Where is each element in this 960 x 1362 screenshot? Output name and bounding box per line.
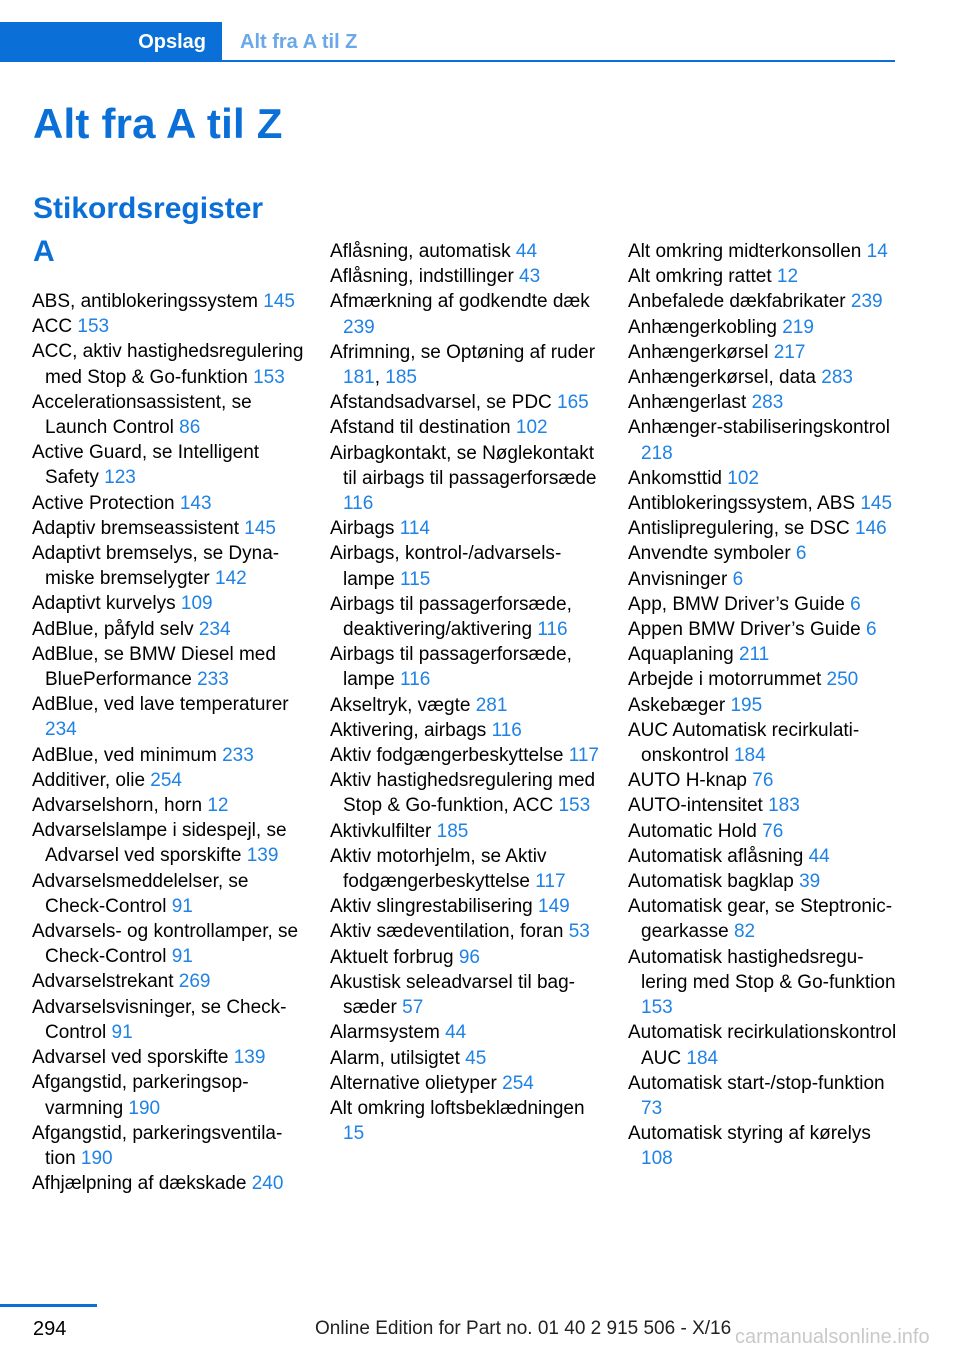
page-link[interactable]: 6 <box>732 568 744 590</box>
index-entry <box>628 390 900 415</box>
page-link[interactable]: 185 <box>385 367 417 389</box>
index-entry <box>330 894 602 919</box>
index-entry-text: Alarmsystem <box>330 1022 446 1044</box>
index-entry <box>628 567 900 592</box>
page-link[interactable]: 96 <box>458 946 480 968</box>
index-entry <box>32 969 304 994</box>
index-entry-text: Active Guard, se Intelligent Safety <box>32 442 260 489</box>
index-entry-text: ACC, aktiv hastighedsregulering med Stop & Go-funktion <box>32 341 304 388</box>
page-link[interactable]: 190 <box>128 1097 161 1119</box>
page-link[interactable]: 117 <box>568 745 599 767</box>
page-link[interactable]: 123 <box>104 467 136 489</box>
page-link[interactable]: 45 <box>465 1047 487 1069</box>
index-entry <box>32 516 304 541</box>
page-link[interactable]: 116 <box>491 719 522 741</box>
index-entry-text: Afstandsadvarsel, se PDC <box>330 392 558 414</box>
index-entry <box>628 718 900 768</box>
page-link[interactable]: 116 <box>537 619 568 641</box>
page-link[interactable]: 239 <box>343 316 375 338</box>
index-entry-text: AUC Automatisk recirkulationskontrol <box>628 719 860 767</box>
index-entry-text: Anhængerkørsel, data <box>628 367 822 389</box>
page-link[interactable]: 183 <box>768 795 800 817</box>
index-entry-text: Anvisninger <box>628 568 733 590</box>
index-entry <box>330 1096 602 1146</box>
section-tab-label: Opslag <box>138 30 206 53</box>
index-entry <box>330 239 602 264</box>
footer-edition: Online Edition for Part no. 01 40 2 915 506 - X/16 <box>315 1318 732 1339</box>
index-entry <box>628 264 900 289</box>
index-entry <box>32 642 304 692</box>
index-entry <box>32 743 304 768</box>
page-link[interactable]: 254 <box>502 1072 534 1094</box>
index-entry-text: Afhjælpning af dækskade <box>32 1173 252 1195</box>
index-entry <box>628 415 900 465</box>
page-link[interactable]: 145 <box>244 517 276 539</box>
index-entry <box>628 894 900 944</box>
index-entry-text: Adaptivt kurvelys <box>32 593 181 615</box>
index-entry <box>628 869 900 894</box>
index-entry-text: Airbags <box>330 518 400 540</box>
index-entry <box>628 239 900 264</box>
index-entry-text: Automatisk bagklap <box>628 871 800 893</box>
index-entry <box>330 592 602 642</box>
page-link[interactable]: 153 <box>77 316 110 338</box>
index-entry <box>330 390 602 415</box>
index-entry-text: Anhængerkørsel <box>628 341 774 363</box>
index-entry <box>628 1121 900 1171</box>
index-entry <box>32 591 304 616</box>
page-link[interactable]: 283 <box>751 392 784 414</box>
page-link[interactable]: 142 <box>215 568 247 590</box>
index-entry <box>628 793 900 818</box>
page-link[interactable]: 281 <box>475 694 508 716</box>
page-link[interactable]: 44 <box>515 241 538 262</box>
index-entry <box>32 1121 304 1171</box>
page-link[interactable]: 218 <box>641 442 673 464</box>
index-entry <box>330 970 602 1020</box>
index-entry-text: Akseltryk, vægte <box>330 694 476 716</box>
page-link[interactable]: 116 <box>343 493 374 515</box>
index-entry-text: Automatisk aflåsning <box>628 845 809 867</box>
page-link[interactable]: 145 <box>263 291 295 312</box>
index-entry <box>32 617 304 642</box>
index-entry <box>628 340 900 365</box>
page-link[interactable]: 184 <box>733 745 766 767</box>
page-link[interactable]: 145 <box>860 493 893 515</box>
page-link[interactable]: 185 <box>436 820 469 842</box>
index-entry-text: AUTO-intensitet <box>628 795 769 817</box>
index-entry <box>628 491 900 516</box>
index-entry-text: Anhænger-stabiliseringskontrol <box>628 417 890 439</box>
index-entry-text: Afgangstid, parkeringsventilation <box>32 1122 283 1169</box>
index-entry <box>330 1020 602 1045</box>
index-entry-text: Anvendte symboler <box>628 543 796 565</box>
index-entry-text: Alternative olietyper <box>330 1072 503 1094</box>
index-entry-text: Afrimning, se Optøning af ruder <box>330 341 596 363</box>
index-entry <box>330 693 602 718</box>
page-link[interactable]: 12 <box>776 266 799 288</box>
index-entry-text: Automatisk start-/stop-funktion <box>628 1072 885 1094</box>
page-link[interactable]: 233 <box>197 669 229 691</box>
index-entry-text: Anbefalede dækfabrikater <box>628 291 851 313</box>
index-entry <box>32 793 304 818</box>
page-link[interactable]: 239 <box>850 291 883 313</box>
index-entry-text: Airbags til passagerforsæde, deaktivering/aktivering <box>330 593 572 641</box>
page-link[interactable]: 102 <box>515 417 548 439</box>
page-link[interactable]: 165 <box>557 392 589 414</box>
index-entry <box>32 919 304 969</box>
index-entry-text: Afmærkning af godkendte dæk <box>330 291 590 313</box>
index-entry-text: Advarselsmeddelelser, se Check-Control <box>32 870 249 917</box>
index-entry <box>330 642 602 692</box>
index-entry <box>330 768 602 818</box>
index-entry-text: Automatisk styring af kørelys <box>628 1123 871 1145</box>
page-link[interactable]: 217 <box>773 341 806 363</box>
index-entry-text: Alt omkring rattet <box>628 266 777 288</box>
page-link[interactable]: 283 <box>821 367 853 389</box>
top-header <box>0 22 895 62</box>
page-link[interactable]: 219 <box>782 316 814 338</box>
page-link[interactable]: 153 <box>641 997 673 1019</box>
index-entry-text: Adaptiv bremseassistent <box>32 517 245 539</box>
index-entry <box>330 743 602 768</box>
index-entry <box>32 869 304 919</box>
page-link[interactable]: 269 <box>178 971 211 993</box>
index-entry-text: Aquaplaning <box>628 644 739 666</box>
index-entry <box>330 289 602 339</box>
index-entry-text: AdBlue, ved lave temperaturer <box>32 694 289 716</box>
header-divider <box>222 60 895 62</box>
index-entry <box>32 491 304 516</box>
index-entry <box>330 516 602 541</box>
index-entry-text: Advarsel ved sporskifte <box>32 1047 234 1069</box>
index-entry <box>628 693 900 718</box>
page-link[interactable]: 143 <box>179 492 212 514</box>
index-entry-text: Advarselstrekant <box>32 971 179 993</box>
index-entry <box>330 1071 602 1096</box>
index-entry <box>32 1070 304 1120</box>
page-link[interactable]: 14 <box>866 241 888 262</box>
page-link[interactable]: 57 <box>402 997 424 1019</box>
index-entry-text: Alt omkring loftsbeklædningen <box>330 1097 585 1119</box>
index-entry <box>628 617 900 642</box>
index-entry-text: Advarselslampe i sidespejl, se Advarsel ved sporskifte <box>32 820 287 867</box>
page-link[interactable]: 12 <box>207 795 229 817</box>
index-entry-text: Automatic Hold <box>628 820 763 842</box>
page-link[interactable]: 234 <box>198 618 231 640</box>
index-entry-text: ABS, antiblokeringssystem <box>32 291 264 312</box>
breadcrumb[interactable]: Alt fra A til Z <box>240 31 358 53</box>
index-entry <box>628 819 900 844</box>
section-tab[interactable] <box>0 22 222 62</box>
index-entry <box>628 592 900 617</box>
index-entry-text: Aktuelt forbrug <box>330 946 459 968</box>
page-link[interactable]: 43 <box>519 266 541 288</box>
index-entry <box>32 289 304 314</box>
page-number-rule <box>0 1304 97 1307</box>
page-link[interactable]: 91 <box>171 946 193 968</box>
index-entry <box>330 919 602 944</box>
index-entry <box>330 441 602 517</box>
index-entry <box>628 1071 900 1121</box>
index-entry-text: Adaptivt bremselys, se Dynamiske bremselygter <box>32 543 280 590</box>
index-entry <box>32 692 304 742</box>
index-entry <box>330 819 602 844</box>
page-link[interactable]: 149 <box>538 896 570 918</box>
page-link[interactable]: 76 <box>752 770 774 792</box>
index-entry-text: Automatisk gear, se Steptronic-gearkasse <box>628 896 893 943</box>
page-link[interactable]: 108 <box>641 1148 673 1170</box>
index-entry-text: Aktiv sædeventilation, foran <box>330 921 569 943</box>
index-entry-text: Askebæger <box>628 694 731 716</box>
index-entry-text: AUTO H-knap <box>628 770 753 792</box>
page-link[interactable]: 73 <box>641 1097 663 1119</box>
index-entry <box>32 314 304 339</box>
index-entry-text: Aktivering, airbags <box>330 719 492 741</box>
index-entry-text: Alt omkring midterkonsollen <box>628 241 867 262</box>
page-link[interactable]: 184 <box>686 1047 719 1069</box>
index-entry <box>32 995 304 1045</box>
index-entry <box>32 440 304 490</box>
page-link[interactable]: 116 <box>400 669 431 691</box>
index-entry <box>628 844 900 869</box>
index-entry <box>32 390 304 440</box>
index-entry-text: Aktiv motorhjelm, se Aktiv fodgængerbeskyttelse <box>330 845 547 893</box>
index-entry-text: Akustisk seleadvarsel til bagsæder <box>330 971 575 1019</box>
index-entry <box>628 642 900 667</box>
page-link[interactable]: 91 <box>111 1021 133 1043</box>
index-entry-text: Aktivkulfilter <box>330 820 437 842</box>
index-entry <box>330 945 602 970</box>
index-entry-text: Antislipregulering, se DSC <box>628 518 856 540</box>
index-entry-text: Additiver, olie <box>32 769 151 791</box>
page-link[interactable]: 44 <box>808 845 830 867</box>
page-link[interactable]: 181 <box>343 367 375 389</box>
index-entry-text: AdBlue, se BMW Diesel med BluePerformance <box>32 643 276 691</box>
index-entry <box>330 1046 602 1071</box>
index-entry <box>628 667 900 692</box>
index-entry <box>628 541 900 566</box>
page-link[interactable]: 39 <box>799 871 821 893</box>
index-entry <box>628 1020 900 1070</box>
index-entry-text: Airbags, kontrol-/advarselslampe <box>330 543 562 590</box>
index-entry <box>32 818 304 868</box>
page-link[interactable]: 53 <box>568 921 590 943</box>
index-entry <box>330 541 602 591</box>
page-link[interactable]: 117 <box>535 871 566 893</box>
page-link[interactable]: 44 <box>445 1022 467 1044</box>
index-entry-text: Automatisk hastighedsregulering med Stop & Go-funktion <box>628 946 896 993</box>
index-entry-text: Aktiv hastighedsregulering med Stop & Go-funktion, ACC <box>330 770 596 817</box>
index-column-1 <box>32 289 304 1196</box>
index-entry-text: AdBlue, ved minimum <box>32 744 223 766</box>
index-entry-text: Automatisk recirkulationskontrol AUC <box>628 1022 897 1069</box>
index-column-3 <box>628 239 900 1172</box>
page-link[interactable]: 86 <box>179 417 201 439</box>
page-link[interactable]: 254 <box>150 769 182 791</box>
page-link[interactable]: 15 <box>343 1123 365 1145</box>
index-entry-text: AdBlue, påfyld selv <box>32 618 199 640</box>
page-link[interactable]: 139 <box>246 845 279 867</box>
index-entry-text: Advarsels- og kontrollamper, se Check-Control <box>32 921 299 968</box>
index-entry-text: Aflåsning, automatisk <box>330 241 516 262</box>
index-entry <box>628 289 900 314</box>
index-entry <box>628 516 900 541</box>
index-entry <box>628 315 900 340</box>
page-link[interactable]: 153 <box>558 795 591 817</box>
index-entry-text: Aflåsning, indstillinger <box>330 266 520 288</box>
index-entry <box>330 844 602 894</box>
index-entry-text: Appen BMW Driver’s Guide <box>628 619 866 641</box>
page-link[interactable]: 234 <box>45 719 77 741</box>
page-link[interactable]: 211 <box>738 644 770 666</box>
index-entry-text: Advarselshorn, horn <box>32 795 208 817</box>
index-entry <box>32 541 304 591</box>
page-number: 294 <box>33 1318 67 1340</box>
page-link[interactable]: 6 <box>850 593 861 615</box>
page-link[interactable]: 102 <box>727 467 759 489</box>
page-link[interactable]: 6 <box>795 543 807 565</box>
page-link[interactable]: 146 <box>855 518 887 540</box>
page-link[interactable]: 76 <box>762 820 784 842</box>
index-entry <box>330 264 602 289</box>
page-link[interactable]: 250 <box>826 669 859 691</box>
page-link[interactable]: 109 <box>180 593 213 615</box>
index-entry-text: Alarm, utilsigtet <box>330 1047 466 1069</box>
index-column-2 <box>330 239 602 1146</box>
index-entry-text: Airbags til passagerforsæde, lampe <box>330 644 572 691</box>
index-entry-text: Aktiv fodgængerbeskyttelse <box>330 745 569 767</box>
index-entry <box>628 466 900 491</box>
index-entry <box>628 768 900 793</box>
index-entry-text: Antiblokeringssystem, ABS <box>628 493 861 515</box>
index-entry-text: Afgangstid, parkeringsopvarmning <box>32 1072 249 1119</box>
watermark: carmanualsonline.info <box>735 1326 930 1348</box>
index-entry <box>330 718 602 743</box>
index-entry-text: ACC <box>32 316 78 338</box>
index-entry-text: Anhængerkobling <box>628 316 783 338</box>
page-link[interactable]: 139 <box>233 1047 266 1069</box>
index-entry: Afrimning, se Optøning af ruder 181, 185 <box>330 341 596 389</box>
index-entry-text: Afstand til destination <box>330 417 516 439</box>
index-entry <box>32 339 304 389</box>
section-letter: A <box>33 235 55 268</box>
page-link[interactable]: 153 <box>253 366 285 388</box>
page-subtitle: Stikordsregister <box>33 192 264 225</box>
index-entry-text: Airbagkontakt, se Nøglekontakt til airbags til passagerforsæde <box>330 442 597 489</box>
index-entry <box>32 768 304 793</box>
index-entry-text: Advarselsvisninger, se Check-Control <box>32 996 287 1043</box>
index-entry <box>32 1045 304 1070</box>
page-link[interactable]: 195 <box>730 694 763 716</box>
index-entry-text: App, BMW Driver’s Guide <box>628 593 851 615</box>
page-link[interactable]: 115 <box>400 568 431 590</box>
index-entry <box>628 365 900 390</box>
page-link[interactable]: 82 <box>733 921 756 943</box>
index-entry <box>330 415 602 440</box>
page-link[interactable]: 233 <box>222 744 254 766</box>
page-link[interactable]: 91 <box>171 895 193 917</box>
index-entry-text: Anhængerlast <box>628 392 752 414</box>
page-link[interactable]: 6 <box>865 619 877 641</box>
index-entry-text: Active Protection <box>32 492 180 514</box>
index-entry <box>32 1171 304 1196</box>
index-entry <box>628 945 900 1021</box>
page-link[interactable]: 240 <box>251 1173 284 1195</box>
index-entry-text: Arbejde i motorrummet <box>628 669 827 691</box>
page-link[interactable]: 190 <box>80 1147 113 1169</box>
index-entry-text: Aktiv slingrestabilisering <box>330 896 539 918</box>
index-entry-text: Ankomsttid <box>628 467 728 489</box>
page-link[interactable]: 114 <box>399 518 430 540</box>
page-title: Alt fra A til Z <box>33 100 283 147</box>
index-entry-text: Accelerationsassistent, se Launch Control <box>32 391 252 439</box>
